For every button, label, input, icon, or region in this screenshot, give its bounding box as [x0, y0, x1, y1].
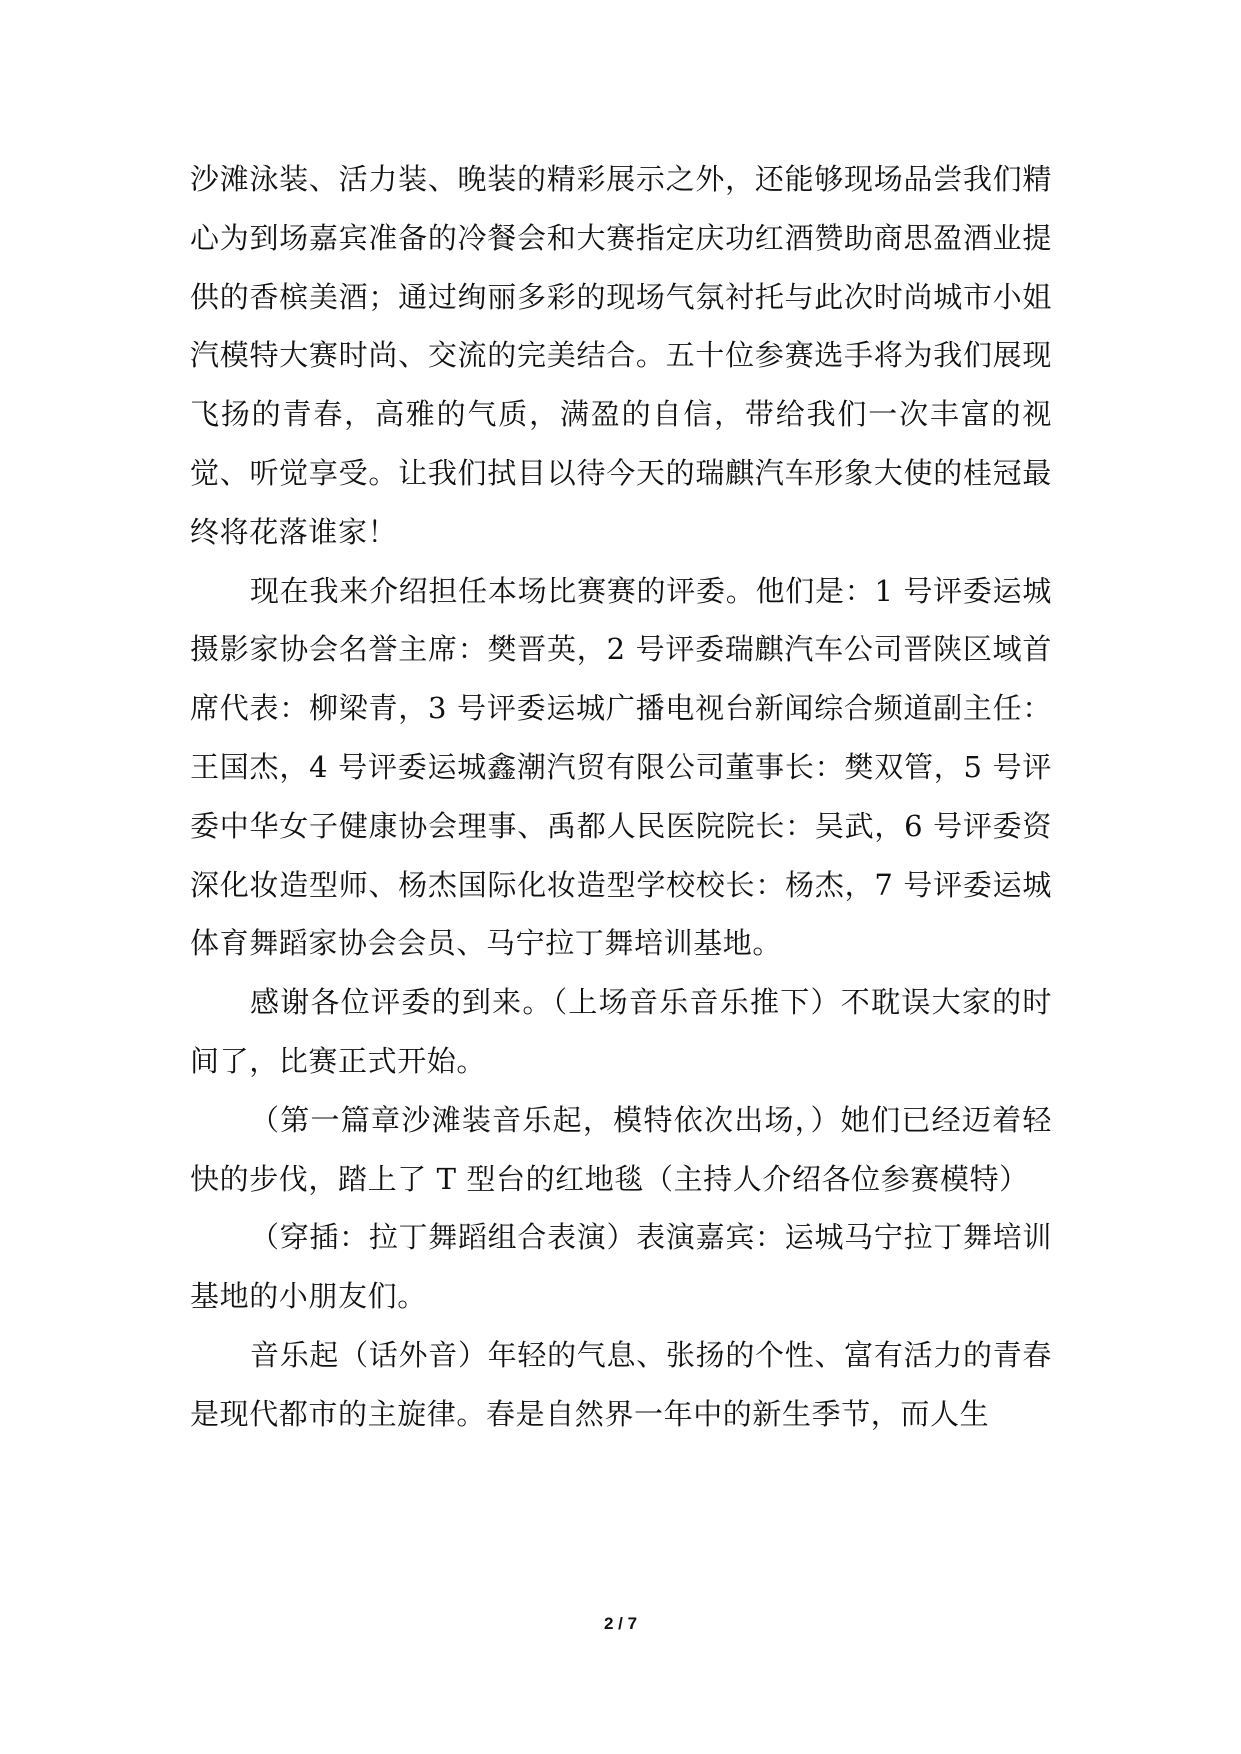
paragraph-4: （第一篇章沙滩装音乐起，模特依次出场，）她们已经迈着轻快的步伐，踏上了 T 型台的红地毯（主持人介绍各位参赛模特） — [190, 1102, 1052, 1196]
paragraph-6: 音乐起（话外音）年轻的气息、张扬的个性、富有活力的青春是现代都市的主旋律。春是自然界一年中的新生季节，而人生 — [190, 1337, 1052, 1431]
paragraph-1: 沙滩泳装、活力装、晚装的精彩展示之外，还能够现场品尝我们精心为到场嘉宾准备的冷餐会和大赛指定庆功红酒赞助商思盈酒业提供的香槟美酒；通过绚丽多彩的现场气氛衬托与此次时尚城市小姐汽模特大赛时尚、交流的完美结合。五十位参赛选手将为我们展现飞扬的青春，高雅的气质，满盈的自信，带给我们一次丰富的视觉、听觉享受。让我们拭目以待今天的瑞麒汽车形象大使的桂冠最终将花落谁家！ — [190, 162, 1052, 549]
document-body — [190, 150, 1052, 1444]
paragraph-5: （穿插：拉丁舞蹈组合表演）表演嘉宾：运城马宁拉丁舞培训基地的小朋友们。 — [190, 1220, 1052, 1314]
paragraph-3: 感谢各位评委的到来。（上场音乐音乐推下）不耽误大家的时间了，比赛正式开始。 — [190, 985, 1052, 1078]
paragraph-2: 现在我来介绍担任本场比赛赛的评委。他们是：1 号评委运城摄影家协会名誉主席：樊晋英，2 号评委瑞麒汽车公司晋陕区域首席代表：柳梁青，3 号评委运城广播电视台新闻综合频道副主任：王国杰，4 号评委运城鑫潮汽贸有限公司董事长：樊双管，5 号评委中华女子健康协会理事、禹都人民医院院长：吴武，6 号评委资深化妆造型师、杨杰国际化妆造型学校校长：杨杰，7 号评委运城体育舞蹈家协会会员、马宁拉丁舞培训基地。 — [190, 573, 1052, 961]
page-number: 2 / 7 — [603, 1614, 638, 1633]
